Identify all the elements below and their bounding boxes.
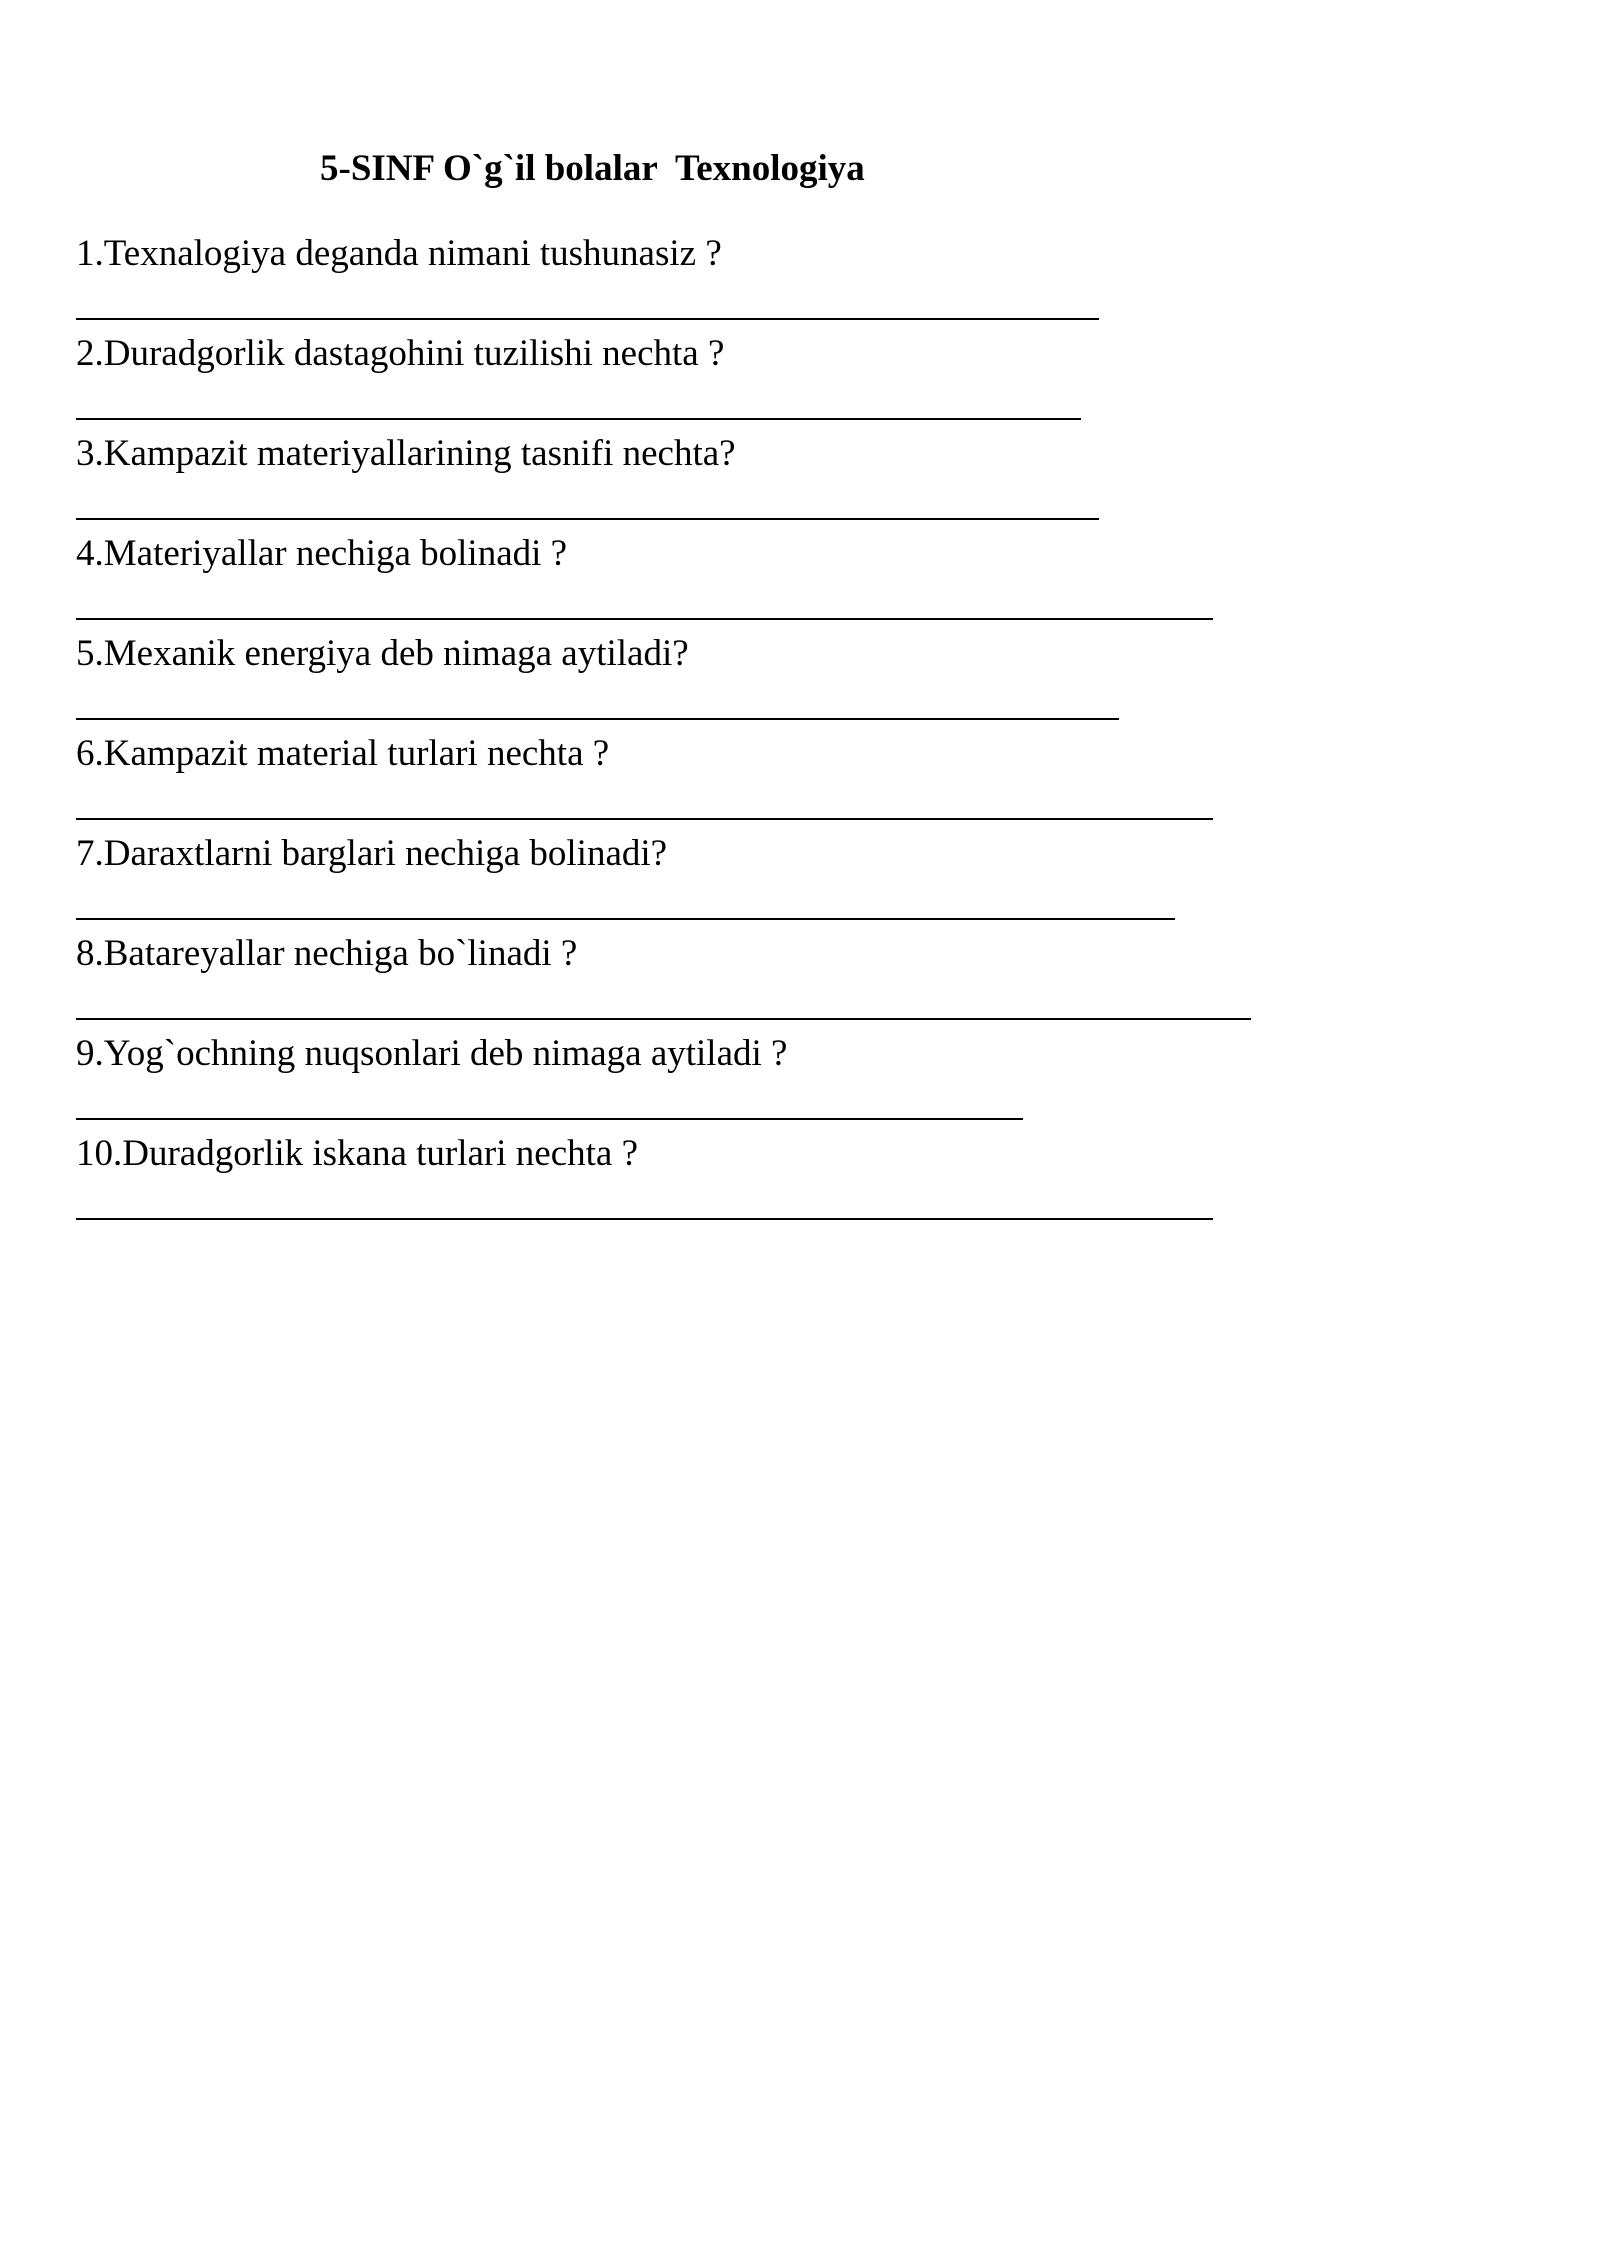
answer-line-1[interactable] [76, 318, 1099, 320]
worksheet-title: 5-SINF O`g`il bolalar Texnologiya [320, 148, 865, 189]
question-7: 7.Daraxtlarni barglari nechiga bolinadi? [76, 833, 668, 874]
question-10: 10.Duradgorlik iskana turlari nechta ? [76, 1133, 638, 1174]
question-3: 3.Kampazit materiyallarining tasnifi nechta? [76, 433, 736, 474]
answer-line-10[interactable] [76, 1218, 1213, 1220]
question-5: 5.Mexanik energiya deb nimaga aytiladi? [76, 633, 689, 674]
question-4: 4.Materiyallar nechiga bolinadi ? [76, 533, 568, 574]
question-1: 1.Texnalogiya deganda nimani tushunasiz ? [76, 233, 722, 274]
question-6: 6.Kampazit material turlari nechta ? [76, 733, 610, 774]
question-2: 2.Duradgorlik dastagohini tuzilishi nechta ? [76, 333, 725, 374]
question-8: 8.Batareyallar nechiga bo`linadi ? [76, 933, 578, 974]
answer-line-4[interactable] [76, 618, 1213, 620]
answer-line-9[interactable] [76, 1118, 1023, 1120]
answer-line-8[interactable] [76, 1018, 1251, 1020]
answer-line-2[interactable] [76, 418, 1081, 420]
question-9: 9.Yog`ochning nuqsonlari deb nimaga aytiladi ? [76, 1033, 788, 1074]
answer-line-7[interactable] [76, 918, 1175, 920]
answer-line-5[interactable] [76, 718, 1119, 720]
answer-line-6[interactable] [76, 818, 1213, 820]
answer-line-3[interactable] [76, 518, 1099, 520]
